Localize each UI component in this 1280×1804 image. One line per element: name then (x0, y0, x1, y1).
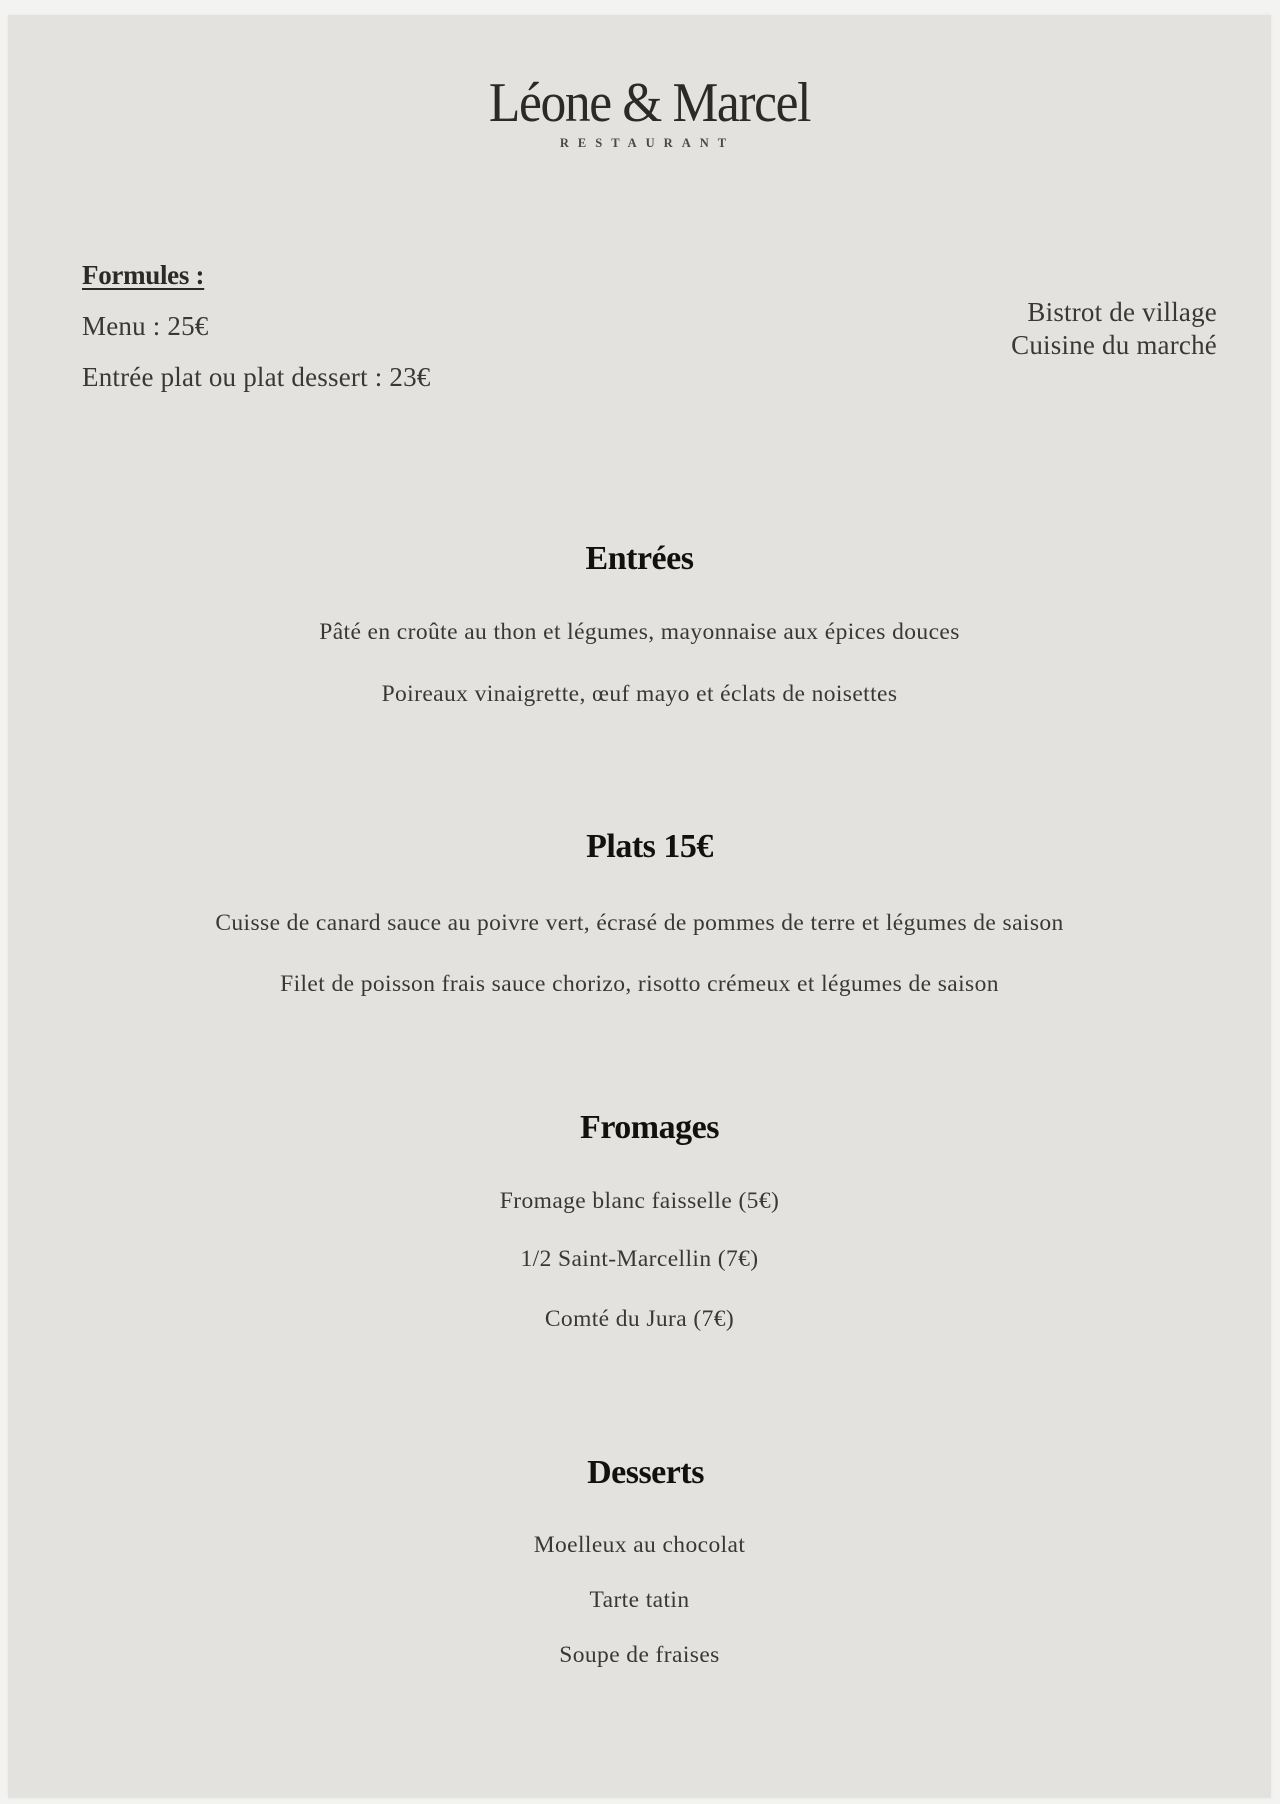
menu-item: 1/2 Saint-Marcellin (7€) (520, 1246, 759, 1272)
restaurant-subtitle: RESTAURANT (559, 136, 736, 150)
section-title-plats: Plats 15€ (586, 828, 713, 865)
tagline-line-2: Cuisine du marché (1011, 330, 1217, 360)
section-title-desserts: Desserts (587, 1454, 704, 1491)
formules-title: Formules : (82, 260, 205, 290)
menu-page (8, 15, 1271, 1798)
section-title-entrees: Entrées (585, 540, 694, 577)
menu-item: Filet de poisson frais sauce chorizo, risotto crémeux et légumes de saison (280, 971, 999, 997)
menu-item: Tarte tatin (589, 1587, 690, 1613)
section-title-fromages: Fromages (580, 1109, 719, 1146)
menu-item: Cuisse de canard sauce au poivre vert, écrasé de pommes de terre et légumes de saison (215, 910, 1064, 936)
tagline (1011, 296, 1217, 362)
menu-item: Soupe de fraises (559, 1642, 720, 1668)
menu-item: Comté du Jura (7€) (544, 1306, 735, 1332)
formule-entree-plat: Entrée plat ou plat dessert : 23€ (82, 362, 431, 392)
restaurant-name: Léone & Marcel (488, 72, 811, 134)
menu-item: Moelleux au chocolat (533, 1532, 746, 1558)
menu-item: Pâté en croûte au thon et légumes, mayonnaise aux épices douces (319, 619, 960, 645)
menu-item: Fromage blanc faisselle (5€) (499, 1188, 780, 1214)
formules-block (82, 260, 204, 291)
tagline-line-1: Bistrot de village (1027, 297, 1217, 327)
menu-item: Poireaux vinaigrette, œuf mayo et éclats de noisettes (381, 681, 898, 707)
formule-menu: Menu : 25€ (82, 311, 209, 341)
brand-subtitle-wrap (16, 134, 1279, 152)
brand-header (18, 72, 1280, 134)
